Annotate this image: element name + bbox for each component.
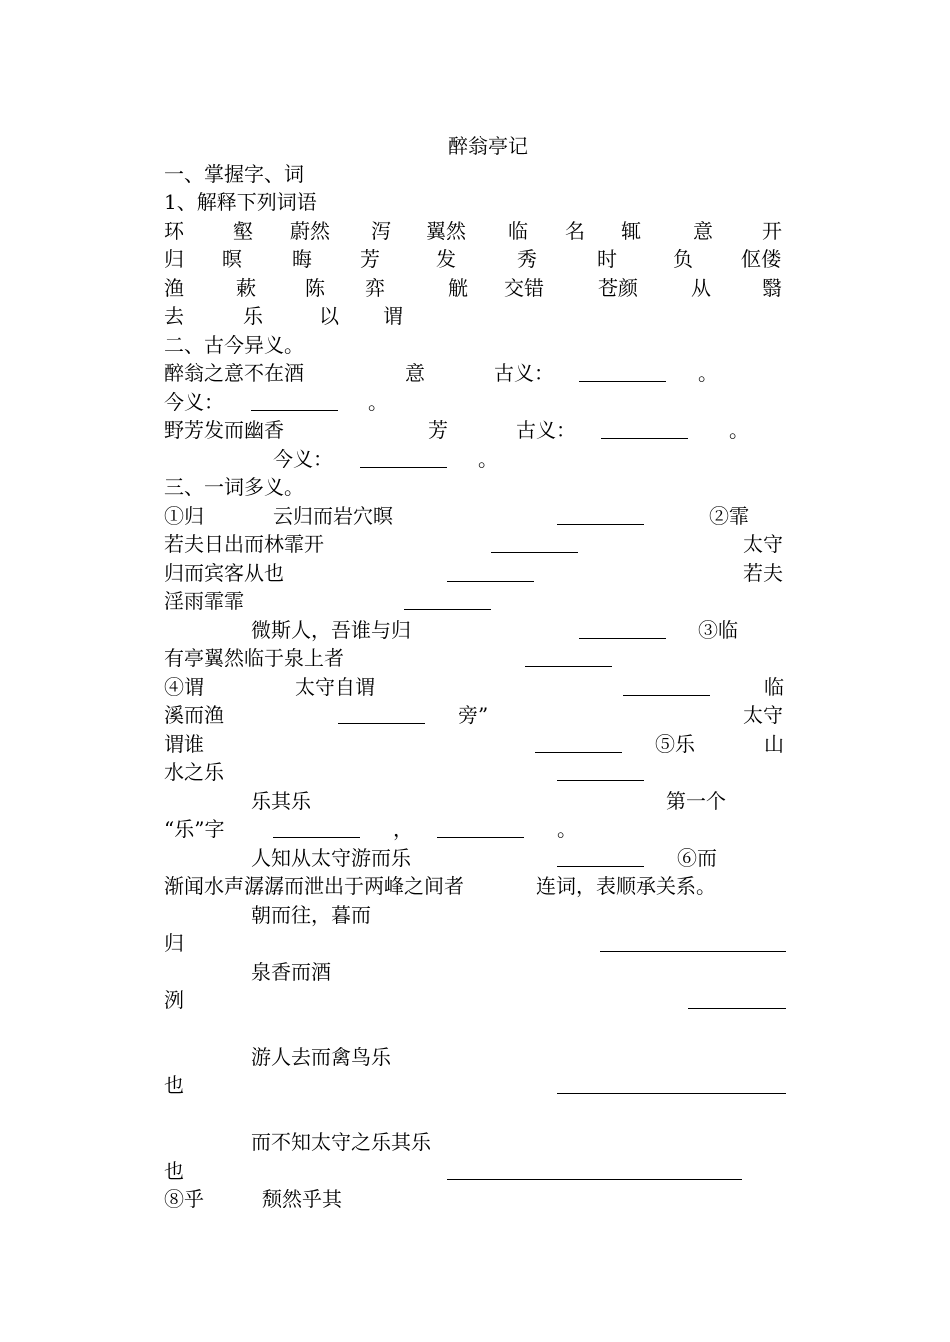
vocab-word: 环 [164, 219, 184, 243]
vocab-word: 辄 [621, 219, 641, 243]
answer-text: 连词，表顺承关系。 [536, 874, 716, 898]
punctuation: 。 [557, 817, 577, 841]
answer-blank[interactable] [623, 695, 710, 696]
answer-blank[interactable] [273, 837, 360, 838]
sentence: 若夫日出而林霏开 [164, 532, 324, 556]
sentence: 渐闻水声潺潺而泄出于两峰之间者 [164, 874, 464, 898]
sentence: 泉香而酒 [251, 960, 331, 984]
target-word: 芳 [428, 418, 448, 442]
answer-blank[interactable] [579, 381, 666, 382]
punctuation: 。 [478, 447, 498, 471]
sentence-fragment: 太守 [743, 532, 783, 556]
sentence-fragment: 临 [764, 675, 784, 699]
punctuation: 。 [698, 361, 718, 385]
answer-blank[interactable] [557, 524, 644, 525]
sentence: 游人去而禽鸟乐 [251, 1045, 391, 1069]
sentence-fragment: 太守 [743, 703, 783, 727]
sentence: 醉翁之意不在酒 [164, 361, 304, 385]
vocab-word: 晦 [292, 247, 312, 271]
vocab-word: 乐 [243, 304, 263, 328]
vocab-word: 归 [164, 247, 184, 271]
sentence: 谓谁 [164, 732, 204, 756]
vocab-word: 时 [597, 247, 617, 271]
item-marker: ②霏 [709, 504, 749, 528]
label-jin: 今义： [164, 390, 224, 414]
answer-blank[interactable] [535, 752, 622, 753]
vocab-word: 渔 [164, 276, 184, 300]
answer-blank[interactable] [557, 866, 644, 867]
vocab-word: 苍颜 [598, 276, 638, 300]
section3-heading: 三、一词多义。 [164, 475, 304, 499]
sentence: 水之乐 [164, 760, 224, 784]
answer-blank[interactable] [251, 410, 338, 411]
vocab-word: 去 [164, 304, 184, 328]
label-gu: 古义： [516, 418, 576, 442]
sentence: 有亭翼然临于泉上者 [164, 646, 344, 670]
vocab-word: 伛偻 [741, 247, 781, 271]
answer-blank[interactable] [688, 1008, 786, 1009]
vocab-word: 觥 [448, 276, 468, 300]
sentence-fragment: 洌 [164, 988, 184, 1012]
vocab-word: 秀 [517, 247, 537, 271]
vocab-word: 壑 [233, 219, 253, 243]
sentence: 而不知太守之乐其乐 [251, 1130, 431, 1154]
item-marker: ③临 [698, 618, 738, 642]
sentence: 野芳发而幽香 [164, 418, 284, 442]
vocab-word: 交错 [504, 276, 544, 300]
label-jin: 今义： [273, 447, 333, 471]
item-marker: ①归 [164, 504, 204, 528]
sentence-fragment: 山 [764, 732, 784, 756]
answer-blank[interactable] [525, 666, 612, 667]
answer-blank[interactable] [579, 638, 666, 639]
sentence-fragment: 也 [164, 1159, 184, 1183]
sentence: 淫雨霏霏 [164, 589, 244, 613]
sentence-fragment: “乐”字 [164, 817, 225, 841]
sentence: 朝而往，暮而 [251, 903, 371, 927]
vocab-word: 蔚然 [290, 219, 330, 243]
target-word: 意 [405, 361, 425, 385]
vocab-word: 泻 [371, 219, 391, 243]
sentence: 颓然乎其 [262, 1187, 342, 1211]
section1-heading: 一、掌握字、词 [164, 162, 304, 186]
page-title: 醉翁亭记 [448, 134, 528, 158]
item-marker: ⑤乐 [655, 732, 695, 756]
answer-blank[interactable] [557, 1093, 786, 1094]
sentence-fragment: 若夫 [743, 561, 783, 585]
vocab-word: 以 [319, 304, 339, 328]
sentence: 微斯人，吾谁与归 [251, 618, 411, 642]
label-gu: 古义： [494, 361, 554, 385]
vocab-word: 蔌 [236, 276, 256, 300]
item-marker: ⑧乎 [164, 1187, 204, 1211]
vocab-word: 谓 [383, 304, 403, 328]
punctuation: 。 [729, 418, 749, 442]
answer-blank[interactable] [491, 552, 578, 553]
answer-blank[interactable] [437, 837, 524, 838]
sentence: 乐其乐 [251, 789, 311, 813]
sentence: 溪而渔 [164, 703, 224, 727]
answer-blank[interactable] [557, 780, 644, 781]
sentence-fragment: 第一个 [666, 789, 726, 813]
vocab-word: 意 [693, 219, 713, 243]
answer-blank[interactable] [338, 723, 425, 724]
vocab-word: 临 [508, 219, 528, 243]
vocab-word: 芳 [360, 247, 380, 271]
sentence: 云归而岩穴暝 [273, 504, 393, 528]
vocab-word: 负 [673, 247, 693, 271]
sentence: 归而宾客从也 [164, 561, 284, 585]
answer-blank[interactable] [447, 1179, 742, 1180]
answer-blank[interactable] [447, 581, 534, 582]
sentence-fragment: 也 [164, 1073, 184, 1097]
answer-blank[interactable] [601, 438, 688, 439]
item-marker: ⑥而 [677, 846, 717, 870]
answer-blank[interactable] [600, 951, 786, 952]
answer-blank[interactable] [404, 609, 491, 610]
sentence-fragment: 归 [164, 931, 184, 955]
sentence: 太守自谓 [295, 675, 375, 699]
punctuation: 。 [368, 390, 388, 414]
vocab-word: 翳 [762, 276, 782, 300]
vocab-word: 发 [436, 247, 456, 271]
answer-blank[interactable] [360, 467, 447, 468]
punctuation: ， [393, 817, 413, 841]
section1-subheading: 1、解释下列词语 [164, 190, 317, 214]
sentence: 人知从太守游而乐 [251, 846, 411, 870]
vocab-word: 从 [691, 276, 711, 300]
vocab-word: 翼然 [426, 219, 466, 243]
vocab-word: 陈 [305, 276, 325, 300]
vocab-word: 暝 [222, 247, 242, 271]
section2-heading: 二、古今异义。 [164, 333, 304, 357]
vocab-word: 名 [565, 219, 585, 243]
item-marker: ④谓 [164, 675, 204, 699]
sentence-fragment: 旁” [458, 703, 489, 727]
vocab-word: 弈 [365, 276, 385, 300]
vocab-word: 开 [762, 219, 782, 243]
